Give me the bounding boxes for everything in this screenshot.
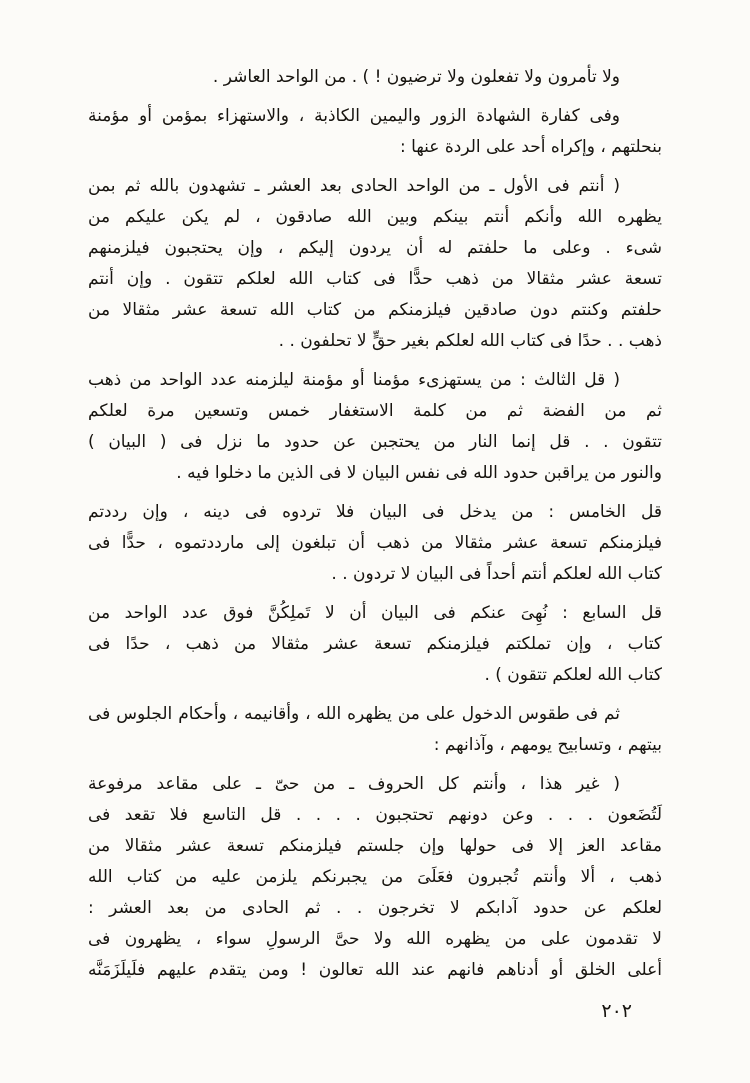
text-line: لا تقدمون على من يظهره الله ولا حىَّ الرسولِ سواء ، يظهرون فى — [88, 929, 662, 949]
text-line: كتاب الله لعلكم أنتم أحداً فى البيان لا تردون . . — [331, 564, 662, 584]
page-number: ٢٠٢ — [601, 1000, 632, 1022]
paragraph — [88, 497, 662, 590]
text-line: كتاب الله لعلكم تتقون ) . — [484, 665, 662, 685]
text-line: بيتهم ، وتسابيح يومهم ، وآذانهم : — [433, 735, 662, 755]
text-line: بنحلتهم ، وإكراه أحد على الردة عنها : — [400, 137, 662, 157]
text-line: كتاب ، وإن تملكتم فيلزمنكم تسعة عشر مثقالا من ذهب ، حدًا فى — [88, 634, 662, 654]
text-line: ( قل الثالث : من يستهزىء مؤمنا أو مؤمنة ليلزمنه عدد الواحد من ذهب — [88, 370, 620, 390]
text-line: ثم فى طقوس الدخول على من يظهره الله ، وأقانيمه ، وأحكام الجلوس فى — [88, 704, 620, 724]
text-line: مقاعد العز إلا فى حولها وإن جلستم فيلزمنكم تسعة عشر مثقالا من — [88, 836, 662, 856]
text-line: قل الخامس : من يدخل فى البيان فلا تردوه فى دينه ، وإن رددتم — [88, 502, 662, 522]
paragraph — [88, 699, 662, 761]
text-line: يظهره الله وأنكم أنتم بينكم وبين الله صادقون ، لم يكن عليكم من — [88, 207, 662, 227]
text-line: شىء . وعلى ما حلفتم له أن يردون إليكم ، وإن يحتجبون فيلزمنهم — [88, 238, 662, 258]
text-line: لعلكم عن حدود آدابكم لا تخرجون . . ثم الحادى من بعد العشر : — [88, 898, 662, 918]
text-line: وفى كفارة الشهادة الزور واليمين الكاذبة ، والاستهزاء بمؤمن أو مؤمنة — [88, 106, 620, 126]
text-line: ولا تأمرون ولا تفعلون ولا ترضيون ! ) . من الواحد العاشر . — [212, 67, 620, 87]
text-line: والنور من يراقبن حدود الله فى نفس البيان لا فى الذين ما دخلوا فيه . — [176, 463, 662, 483]
paragraph — [88, 365, 662, 489]
paragraph — [88, 101, 662, 163]
text-block — [88, 62, 662, 994]
text-line: ثم من الفضة ثم من كلمة الاستغفار خمس وتسعين مرة لعلكم — [88, 401, 662, 421]
text-line: حلفتم وكنتم دون صادقين فيلزمنكم من كتاب الله تسعة عشر مثقالا من — [88, 300, 662, 320]
text-line: تسعة عشر مثقالا من ذهب حدًّا فى كتاب الله لعلكم تتقون . وإن أنتم — [88, 269, 662, 289]
paragraph — [88, 62, 662, 93]
paragraph — [88, 769, 662, 986]
text-line: قل السابع : نُهِىَ عنكم فى البيان أن لا تَملِكُنَّ فوق عدد الواحد من — [88, 603, 662, 623]
paragraph — [88, 598, 662, 691]
text-line: ( غير هذا ، وأنتم كل الحروف ـ من حىّ ـ على مقاعد مرفوعة — [88, 774, 620, 794]
text-line: لَتُضَعون . . . وعن دونهم تحتجبون . . . . قل التاسع فلا تقعد فى — [88, 805, 662, 825]
text-line: ذهب ، ألا وأنتم تُجبرون فعَلَىَ من يجبرنكم يلزمن عليه من كتاب الله — [88, 867, 662, 887]
text-line: تتقون . . قل إنما النار من يحتجبن عن حدود ما نزل فى ( البيان ) — [88, 432, 662, 452]
text-line: أعلى الخلق أو أدناهم فانهم عند الله تعالون ! ومن يتقدم عليهم فلَيلَزَمَنَّه — [88, 960, 662, 980]
paragraph — [88, 171, 662, 357]
text-line: فيلزمنكم تسعة عشر مثقالا من ذهب أن تبلغون إلى مارددتموه ، حدًّا فى — [88, 533, 662, 553]
text-line: ذهب . . حدًا فى كتاب الله لعلكم بغير حقٍّ لا تحلفون . . — [278, 331, 662, 351]
text-line: ( أنتم فى الأول ـ من الواحد الحادى بعد العشر ـ تشهدون بالله ثم بمن — [88, 176, 620, 196]
